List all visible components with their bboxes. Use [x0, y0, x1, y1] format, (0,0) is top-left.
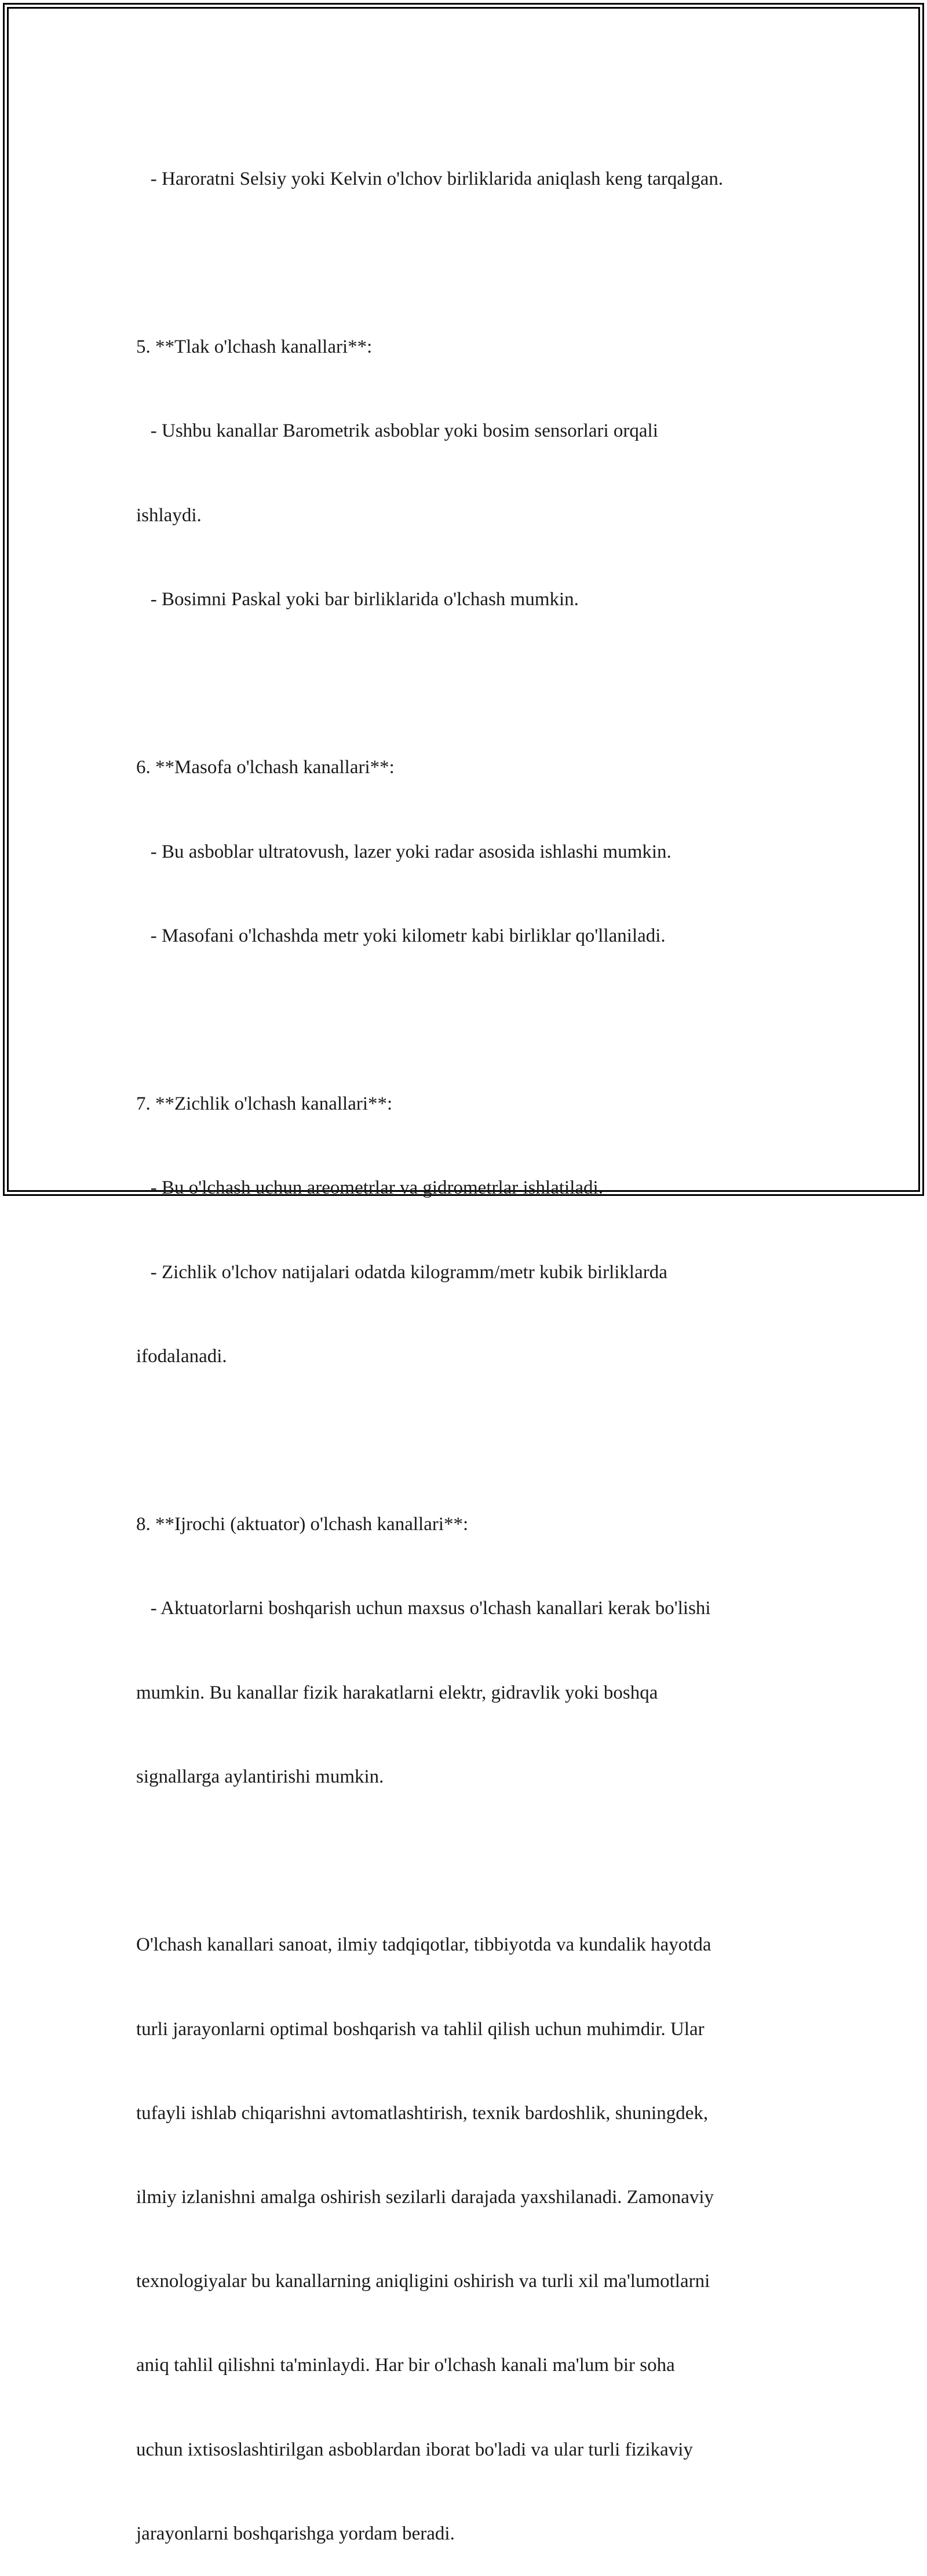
- text-line: - Masofani o'lchashda metr yoki kilometr kabi birliklar qo'llaniladi.: [136, 925, 666, 946]
- text-line: ifodalanadi.: [136, 1345, 227, 1367]
- section-heading: 5. **Tlak o'lchash kanallari**:: [136, 336, 373, 358]
- paragraph-line: aniq tahlil qilishni ta'minlaydi. Har bir o'lchash kanali ma'lum bir soha: [136, 2355, 675, 2376]
- text-line: - Haroratni Selsiy yoki Kelvin o'lchov birliklarida aniqlash keng tarqalgan.: [136, 168, 724, 189]
- blank-line: [136, 1006, 791, 1034]
- text-line: - Bu asboblar ultratovush, lazer yoki radar asosida ishlashi mumkin.: [136, 841, 671, 862]
- section-heading: 6. **Masofa o'lchash kanallari**:: [136, 757, 395, 778]
- blank-line: [136, 249, 791, 277]
- document-body: [136, 109, 791, 2576]
- paragraph-line: texnologiyalar bu kanallarning aniqligini oshirish va turli xil ma'lumotlarni: [136, 2271, 710, 2292]
- paragraph-line: tufayli ishlab chiqarishni avtomatlashtirish, texnik bardoshlik, shuningdek,: [136, 2102, 709, 2124]
- paragraph-line: turli jarayonlarni optimal boshqarish va tahlil qilish uchun muhimdir. Ular: [136, 2018, 705, 2040]
- text-line: - Bu o'lchash uchun areometrlar va gidrometrlar ishlatiladi.: [136, 1177, 603, 1199]
- text-line: - Zichlik o'lchov natijalari odatda kilogramm/metr kubik birliklarda: [136, 1261, 667, 1283]
- blank-line: [136, 669, 791, 697]
- text-line: - Aktuatorlarni boshqarish uchun maxsus o'lchash kanallari kerak bo'lishi: [136, 1598, 711, 1619]
- blank-line: [136, 1426, 791, 1454]
- paragraph-line: jarayonlarni boshqarishga yordam beradi.: [136, 2523, 455, 2544]
- paragraph-line: uchun ixtisoslashtirilgan asboblardan iborat bo'ladi va ular turli fizikaviy: [136, 2439, 693, 2460]
- text-line: ishlaydi.: [136, 504, 202, 526]
- paragraph-line: O'lchash kanallari sanoat, ilmiy tadqiqotlar, tibbiyotda va kundalik hayotda: [136, 1934, 711, 1956]
- section-heading: 7. **Zichlik o'lchash kanallari**:: [136, 1093, 393, 1115]
- blank-line: [136, 1847, 791, 1875]
- paragraph-line: ilmiy izlanishni amalga oshirish sezilarli darajada yaxshilanadi. Zamonaviy: [136, 2186, 714, 2208]
- section-heading: 8. **Ijrochi (aktuator) o'lchash kanallari**:: [136, 1514, 469, 1535]
- text-line: signallarga aylantirishi mumkin.: [136, 1766, 384, 1787]
- text-line: mumkin. Bu kanallar fizik harakatlarni elektr, gidravlik yoki boshqa: [136, 1682, 658, 1703]
- text-line: - Bosimni Paskal yoki bar birliklarida o'lchash mumkin.: [136, 588, 579, 610]
- text-line: - Ushbu kanallar Barometrik asboblar yoki bosim sensorlari orqali: [136, 420, 658, 442]
